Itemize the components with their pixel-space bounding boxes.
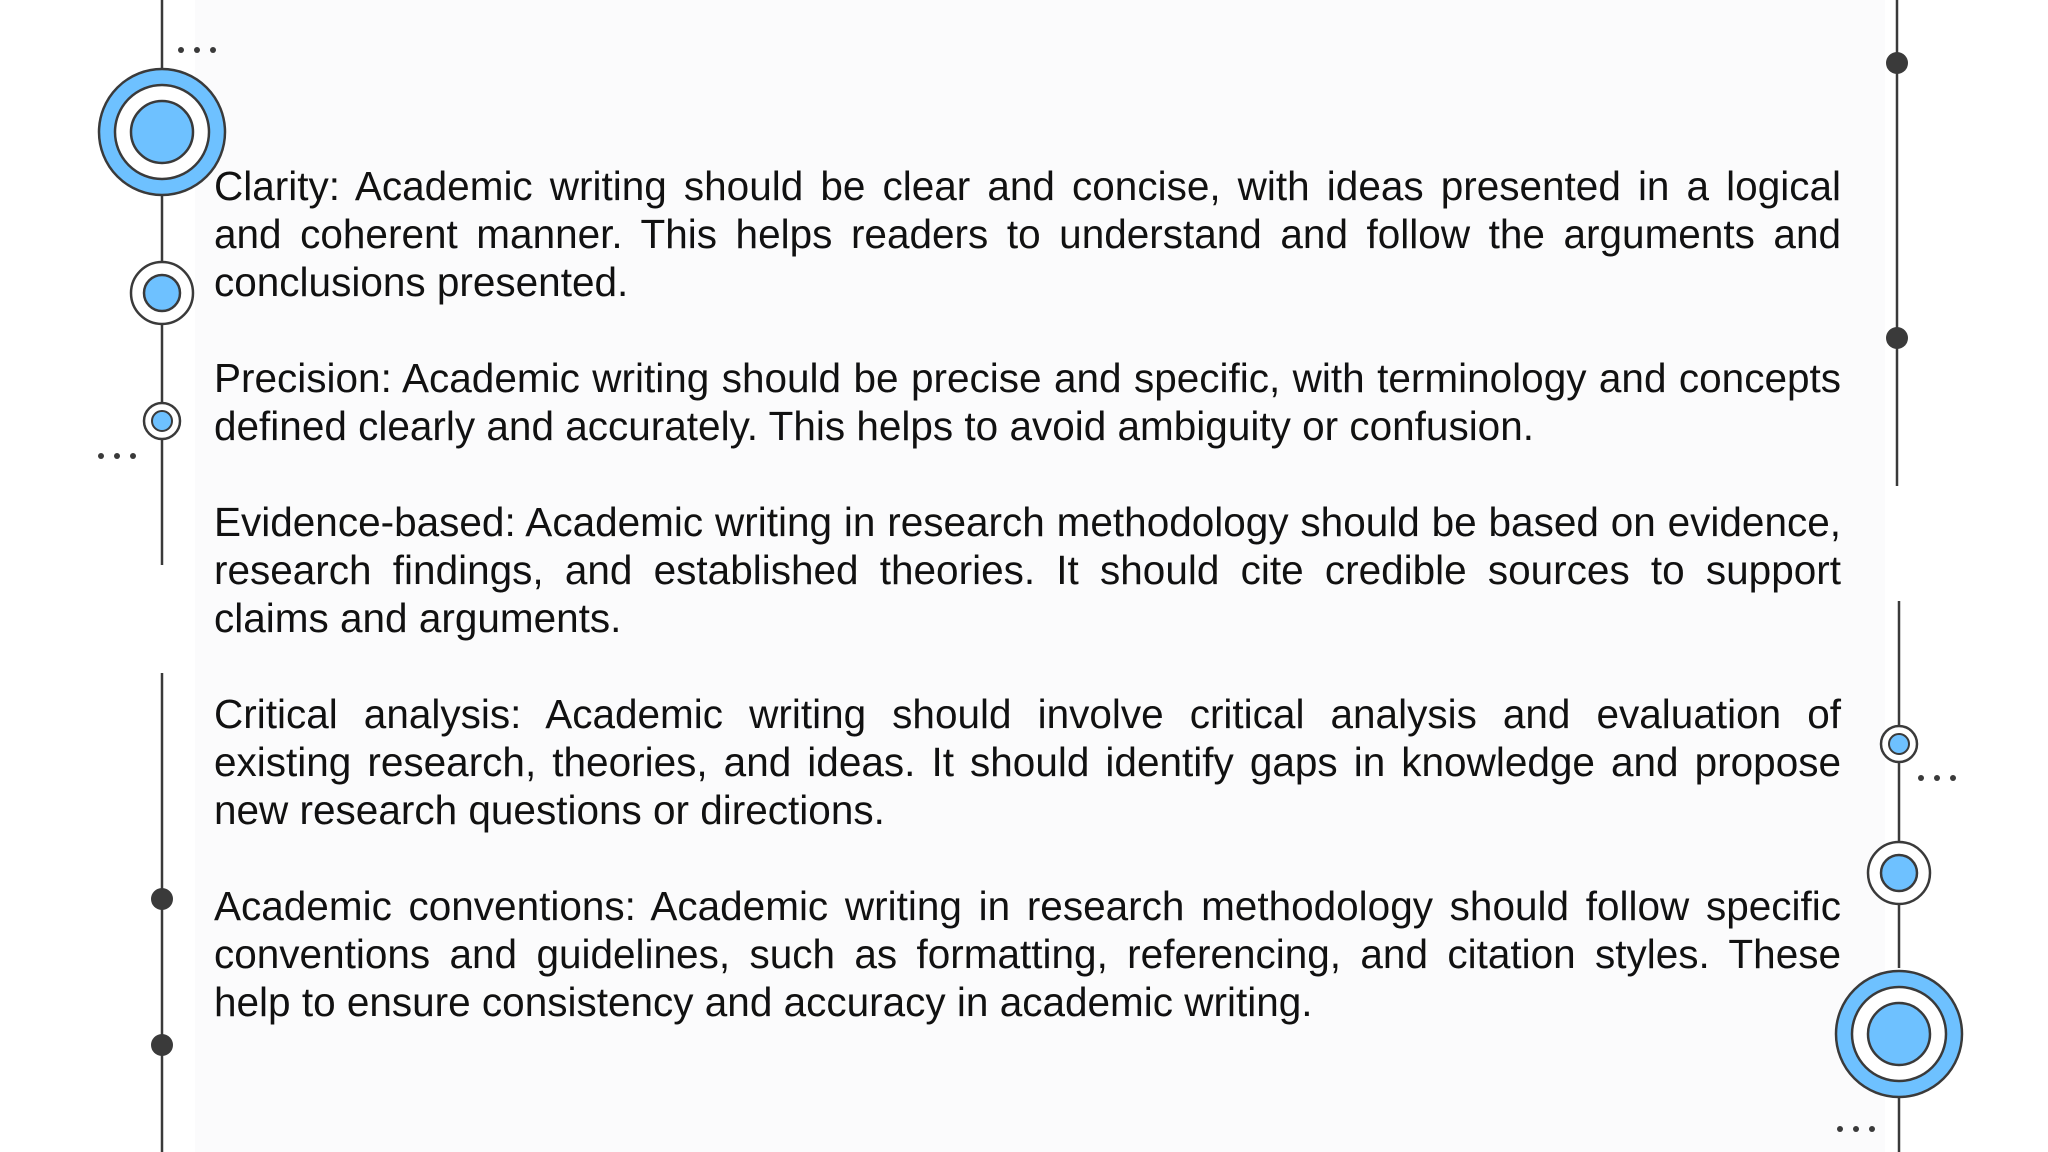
paragraph-precision: Precision: Academic writing should be precise and specific, with terminology and concepts defined clearly and accurately. This helps to avoid ambiguity or confusion. [214,355,1841,449]
paragraph-evidence-based: Evidence-based: Academic writing in research methodology should be based on evidence, research findings, and established theories. It should cite credible sources to support claims and arguments. [214,499,1841,641]
node-dot-icon [151,888,173,910]
target-circle-icon [99,69,225,195]
target-circle-icon [1836,971,1962,1097]
ellipsis-icon [1918,775,1956,781]
node-dot-icon [1886,52,1908,74]
ellipsis-icon [1837,1126,1875,1132]
paragraph-academic-conventions: Academic conventions: Academic writing in research methodology should follow specific conventions and guidelines, such as formatting, referencing, and citation styles. These help to ensure consistency and accuracy in academic writing. [214,883,1841,1025]
ellipsis-icon [178,47,216,53]
target-circle-icon [131,262,193,324]
target-circle-icon [1868,842,1930,904]
left-lower-timeline [151,673,173,1152]
node-dot-icon [151,1034,173,1056]
target-circle-icon [144,403,180,439]
paragraph-clarity: Clarity: Academic writing should be clear and concise, with ideas presented in a logical and coherent manner. This helps readers to understand and follow the arguments and conclusions presented. [214,163,1841,305]
ellipsis-icon [98,453,136,459]
left-upper-timeline [98,0,225,565]
paragraph-critical-analysis: Critical analysis: Academic writing should involve critical analysis and evaluation of existing research, theories, and ideas. It should identify gaps in knowledge and propose new research questions or directions. [214,691,1841,833]
slide-body [214,162,1841,1074]
node-dot-icon [1886,327,1908,349]
right-lower-timeline [1836,601,1962,1152]
right-upper-timeline [1886,0,1908,486]
target-circle-icon [1881,726,1917,762]
